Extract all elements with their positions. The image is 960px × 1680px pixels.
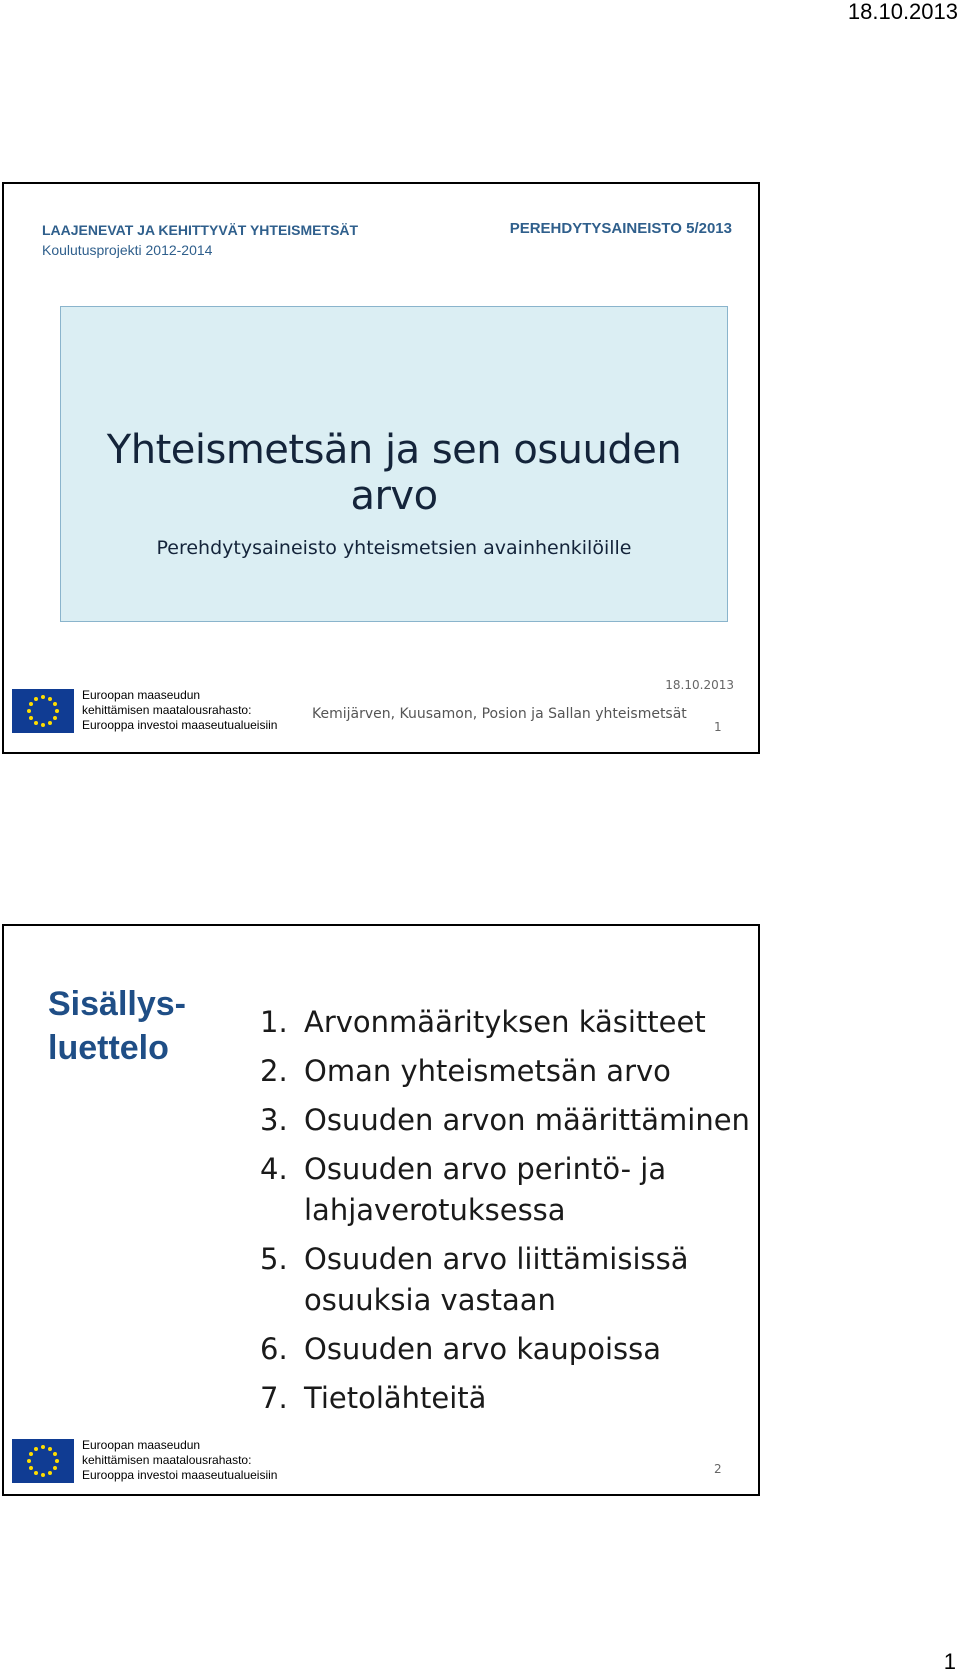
footer-date: 18.10.2013	[665, 678, 734, 692]
toc-item-text: Osuuden arvon määrittäminen	[304, 1103, 750, 1137]
slide-number: 1	[714, 720, 722, 734]
toc-item-text: Osuuden arvo perintö- ja lahjaverotuksessa	[304, 1152, 667, 1227]
project-subtitle: Koulutusprojekti 2012-2014	[42, 242, 213, 258]
toc-item-number: 3.	[260, 1103, 288, 1137]
slide-number: 2	[714, 1462, 722, 1476]
toc-list	[260, 1002, 750, 1427]
eu-logo-text	[82, 1438, 277, 1483]
toc-heading-line: luettelo	[48, 1029, 169, 1067]
slide-subtitle: Perehdytysaineisto yhteismetsien avainhenkilöille	[156, 537, 632, 559]
toc-item	[260, 1149, 750, 1231]
eu-logo-line: Euroopan maaseudun	[82, 1438, 201, 1452]
eu-logo-line: kehittämisen maatalousrahasto:	[82, 703, 252, 717]
project-header	[42, 220, 358, 260]
toc-item-number: 2.	[260, 1054, 288, 1088]
toc-item-number: 1.	[260, 1005, 288, 1039]
toc-item-text: Osuuden arvo kaupoissa	[304, 1332, 661, 1366]
material-label: PEREHDYTYSAINEISTO 5/2013	[509, 220, 732, 237]
eu-logo-line: Eurooppa investoi maaseutualueisiin	[82, 1468, 278, 1482]
eu-logo-line: kehittämisen maatalousrahasto:	[82, 1453, 252, 1467]
eu-logo	[12, 688, 277, 733]
toc-heading	[48, 982, 186, 1070]
toc-item-number: 6.	[260, 1332, 288, 1366]
footer-text: Kemijärven, Kuusamon, Posion ja Sallan yhteismetsät	[312, 706, 687, 722]
page-date: 18.10.2013	[847, 0, 958, 24]
toc-item	[260, 1378, 750, 1419]
toc-heading-line: Sisällys-	[48, 985, 186, 1023]
toc-item	[260, 1051, 750, 1092]
toc-item	[260, 1002, 750, 1043]
toc-item-text: Oman yhteismetsän arvo	[304, 1054, 671, 1088]
toc-item-number: 4.	[260, 1152, 288, 1186]
title-box	[60, 306, 728, 622]
toc-item	[260, 1329, 750, 1370]
eu-flag-icon	[12, 689, 74, 733]
toc-item-text: Tietolähteitä	[304, 1381, 487, 1415]
toc-item	[260, 1239, 750, 1321]
toc-item-number: 5.	[260, 1242, 288, 1276]
eu-flag-icon	[12, 1439, 74, 1483]
toc-item-text: Osuuden arvo liittämisissä osuuksia vastaan	[304, 1242, 689, 1317]
eu-logo-line: Eurooppa investoi maaseutualueisiin	[82, 718, 278, 732]
slide-1	[2, 182, 760, 754]
eu-logo	[12, 1438, 277, 1483]
toc-item-text: Arvonmäärityksen käsitteet	[304, 1005, 706, 1039]
eu-logo-line: Euroopan maaseudun	[82, 688, 201, 702]
slide-2	[2, 924, 760, 1496]
page-number: 1	[943, 1649, 956, 1674]
toc-item	[260, 1100, 750, 1141]
slide-title: Yhteismetsän ja sen osuuden arvo	[106, 427, 682, 519]
project-title: LAAJENEVAT JA KEHITTYVÄT YHTEISMETSÄT	[42, 222, 359, 238]
eu-logo-text	[82, 688, 277, 733]
toc-item-number: 7.	[260, 1381, 288, 1415]
